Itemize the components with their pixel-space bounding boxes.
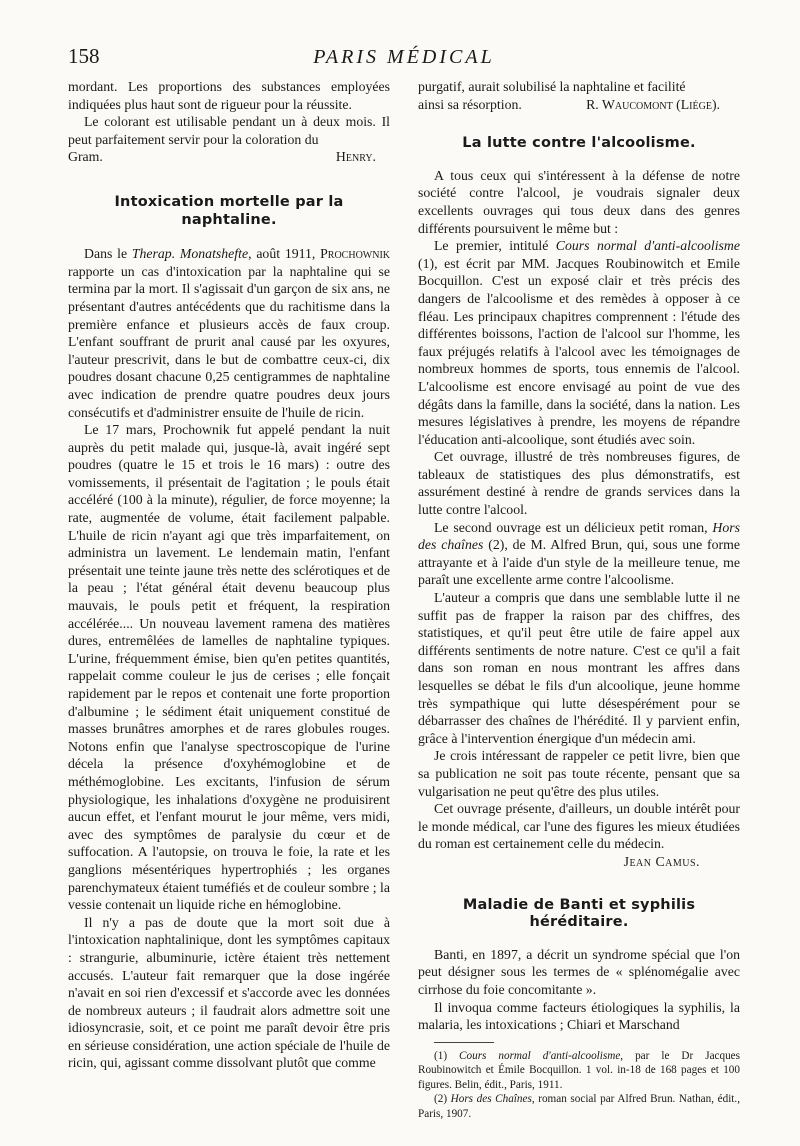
continuation-line-2: ainsi sa résorption. — [418, 96, 522, 112]
book-title-hors: Hors des chaînes — [418, 519, 740, 553]
journal-ref: Therap. Monatshefte — [131, 246, 249, 262]
intro-signature: Henry. — [335, 149, 376, 165]
fn2-mark: (2) — [434, 1093, 451, 1106]
article2-paragraph-5: L'auteur a compris que dans une semblable lutte il ne suffit pas de frapper la raison par des chiffres, des statistiques, et qu'il peut être utile de faire appel aux différents sentiments de notre nature. C'est ce qu'il a fait dans son roman en nous montrant les affres dans lesquelles se débat le fils d'un alcoolique, jeune homme très sympathique qui lutte désespérément pour se débarrasser des chaînes de l'hérédité. Il y parvient enfin, grâce à l'intervention énergique d'un médecin ami. — [418, 590, 740, 746]
fn1-title: Cours normal d'anti-alcoolisme — [459, 1049, 621, 1062]
continuation-closing — [418, 96, 740, 114]
camus-signature: Jean Camus. — [623, 853, 700, 869]
p4-lead: Le second ouvrage est un délicieux petit roman, — [434, 519, 713, 535]
author-name: Prochownik — [320, 246, 390, 262]
footnote-rule — [434, 1042, 494, 1043]
p1-date: , août 1911, — [248, 246, 321, 262]
article2-paragraph-6: Je crois intéressant de rappeler ce petit livre, bien que sa publication ne soit pas toute récente, pensant que sa vulgarisation ne peut qu'être des plus utiles. — [418, 748, 740, 799]
journal-title: PARIS MÉDICAL — [313, 46, 495, 68]
article2-paragraph-3: Cet ouvrage, illustré de très nombreuses figures, de tableaux de statistiques des plus démonstratifs, est assurément destiné à rendre de grands services dans la lutte contre l'alcool. — [418, 449, 740, 518]
intro-paragraph-1: mordant. Les proportions des substances employées indiquées plus haut sont de rigueur pour la réussite. — [68, 79, 390, 112]
p1-body: rapporte un cas d'intoxication par la naphtaline qui se termina par la mort. Il s'agissait d'un garçon de six ans, ne présentant d'autres antécédents que du rachitisme dans la première enfance et plusieurs accès de faux croup. L'enfant souffrant de prurit anal causé par les oxyures, l'auteur prescrivit, dans le but de combattre ceux-ci, dix poudres dosant chacune 0,25 centigrammes de naphtaline avec indication de prendre quatre poudres deux jours consécutifs et d'administrer ensuite de l'huile de ricin. — [68, 263, 390, 420]
article3-paragraph-2: Il invoqua comme facteurs étiologiques la syphilis, la malaria, les intoxications ; Chiari et Marschand — [418, 999, 740, 1033]
intro-paragraph-2: Le colorant est utilisable pendant un à deux mois. Il peut parfaitement servir pour la coloration du — [68, 114, 390, 147]
intro-closing — [68, 148, 390, 166]
p1-lead: Dans le — [84, 246, 132, 262]
book-title-cours: Cours normal d'anti-alcoolisme — [555, 238, 740, 254]
article1-paragraph-1 — [68, 245, 390, 421]
article1-paragraph-2: Le 17 mars, Prochownik fut appelé pendant la nuit auprès du petit malade qui, jusque-là, avait ingéré sept poudres (quatre le 15 et trois le 16 mars) : outre des vomissements, il présentait de l'agitation ; le pouls était accéléré (100 à la minute), régulier, de force moyenne; la rate, augmentée de volume, était facilement palpable. L'huile de ricin n'ayant agi que très imparfaitement, on administra un lavement. Le lendemain matin, l'enfant présentait une teinte jaune très nette des sclérotiques et de la peau ; l'état général était devenu beaucoup plus mauvais, le pouls petit et fréquent, la respiration accélérée.... Un nouveau lavement ramena des matières dures, entremêlées de lamelles de naphtaline typiques. L'urine, fréquemment émise, bien qu'en petites quantités, rappelait comme couleur le jus de cerises ; elle fonçait rapidement par le repos et contenait une forte proportion d'albumine ; le sédiment était uniquement constitué de masses brunâtres amorphes et de rares globules rouges. Notons enfin que l'analyse spectroscopique de l'urine décela la présence d'oxyhémoglobine et de méthémoglobine. Les excitants, l'infusion de sérum physiologique, les inhalations d'oxygène ne produisirent aucun effet, et l'enfant mourut le jour même, vers midi, avec des symptômes de paralysie du cœur et de suffocation. A l'autopsie, on trouva le foie, la rate et les ganglions mésentériques hypertrophiés ; les organes parenchymateux étaient tuméfiés et de couleur sombre ; la vessie contenait un liquide riche en hémoglobine. — [68, 422, 390, 913]
intro-last-word: Gram. — [68, 149, 103, 165]
right-column — [418, 78, 740, 1121]
p4-body: (2), de M. Alfred Brun, qui, sous une forme attrayante et à l'aide d'un style de la meilleure tenue, me paraît une excellente arme contre l'alcoolisme. — [418, 537, 740, 588]
continuation-line-1: purgatif, aurait solubilisé la naphtaline et facilité — [418, 79, 686, 94]
p2-lead: Le premier, intitulé — [434, 238, 556, 254]
article2-paragraph-2 — [418, 237, 740, 448]
article2-paragraph-4 — [418, 519, 740, 589]
footnote-1 — [418, 1049, 740, 1093]
page-header — [68, 42, 740, 72]
p2-body: (1), est écrit par MM. Jacques Roubinowitch et Emile Bocquillon. C'est un exposé clair et très précis des dangers de l'alcoolisme et des remèdes à opposer à ce fléau. Les principaux chapitres comprennent : l'étude des différentes boissons, l'action de l'alcool sur l'homme, les faux préjugés relatifs à l'alcool avec les témoignages de nombreux hommes de sports, tous ennemis de l'alcool. L'alcoolisme est encore envisagé au point de vue des dégâts dans la famille, dans la société, dans la nation. Les mesures législatives à prendre, les moyens de répandre l'éducation anti-alcoolique, sont étudiés avec soin. — [418, 255, 740, 447]
page-number: 158 — [68, 44, 100, 68]
fn1-body: , par le Dr Jacques Roubinowitch et Émile Bocquillon. 1 vol. in-18 de 168 pages et 100 figures. Belin, édit., Paris, 1911. — [418, 1049, 741, 1091]
article2-paragraph-1: A tous ceux qui s'intéressent à la défense de notre société contre l'alcool, je voudrais signaler deux excellents ouvrages qui tous deux dans des genres différents poursuivent le même but : — [418, 167, 740, 236]
waucomont-signature: R. Waucomont (Liége). — [586, 96, 720, 112]
article2-paragraph-7: Cet ouvrage présente, d'ailleurs, un double intérêt pour le monde médical, car l'une des figures les mieux étudiées du roman est certainement celle du médecin. — [418, 801, 740, 852]
article-title-banti: Maladie de Banti et syphilis héréditaire. — [462, 896, 696, 931]
article1-paragraph-3: Il n'y a pas de doute que la mort soit due à l'intoxication naphtalinique, dont les symptômes capitaux : strangurie, albuminurie, ictère étaient très nettement accusés. L'auteur fait remarquer que la dose ingérée n'avait en soi rien d'excessif et s'accorde avec les données de nombreux auteurs ; il faudrait alors admettre soit une idiosyncrasie, soit, et ce point me paraît devoir être pris en sérieuse considération, une action spéciale de l'huile de ricin, qui, agissant comme dissolvant plutôt que comme — [68, 914, 390, 1071]
fn1-mark: (1) — [434, 1049, 460, 1062]
fn2-title: Hors des Chaînes — [450, 1093, 532, 1106]
article-title-naphtaline: Intoxication mortelle par la naphtaline. — [114, 193, 344, 228]
article3-paragraph-1: Banti, en 1897, a décrit un syndrome spécial que l'on peut désigner sous les termes de « splénomégalie avec cirrhose du foie concomitante ». — [418, 946, 740, 997]
article-title-alcoolisme: La lutte contre l'alcoolisme. — [462, 135, 696, 152]
footnote-2 — [418, 1092, 740, 1121]
fn2-body: , roman social par Alfred Brun. Nathan, édit., Paris, 1907. — [418, 1093, 741, 1120]
left-column — [68, 78, 390, 1072]
